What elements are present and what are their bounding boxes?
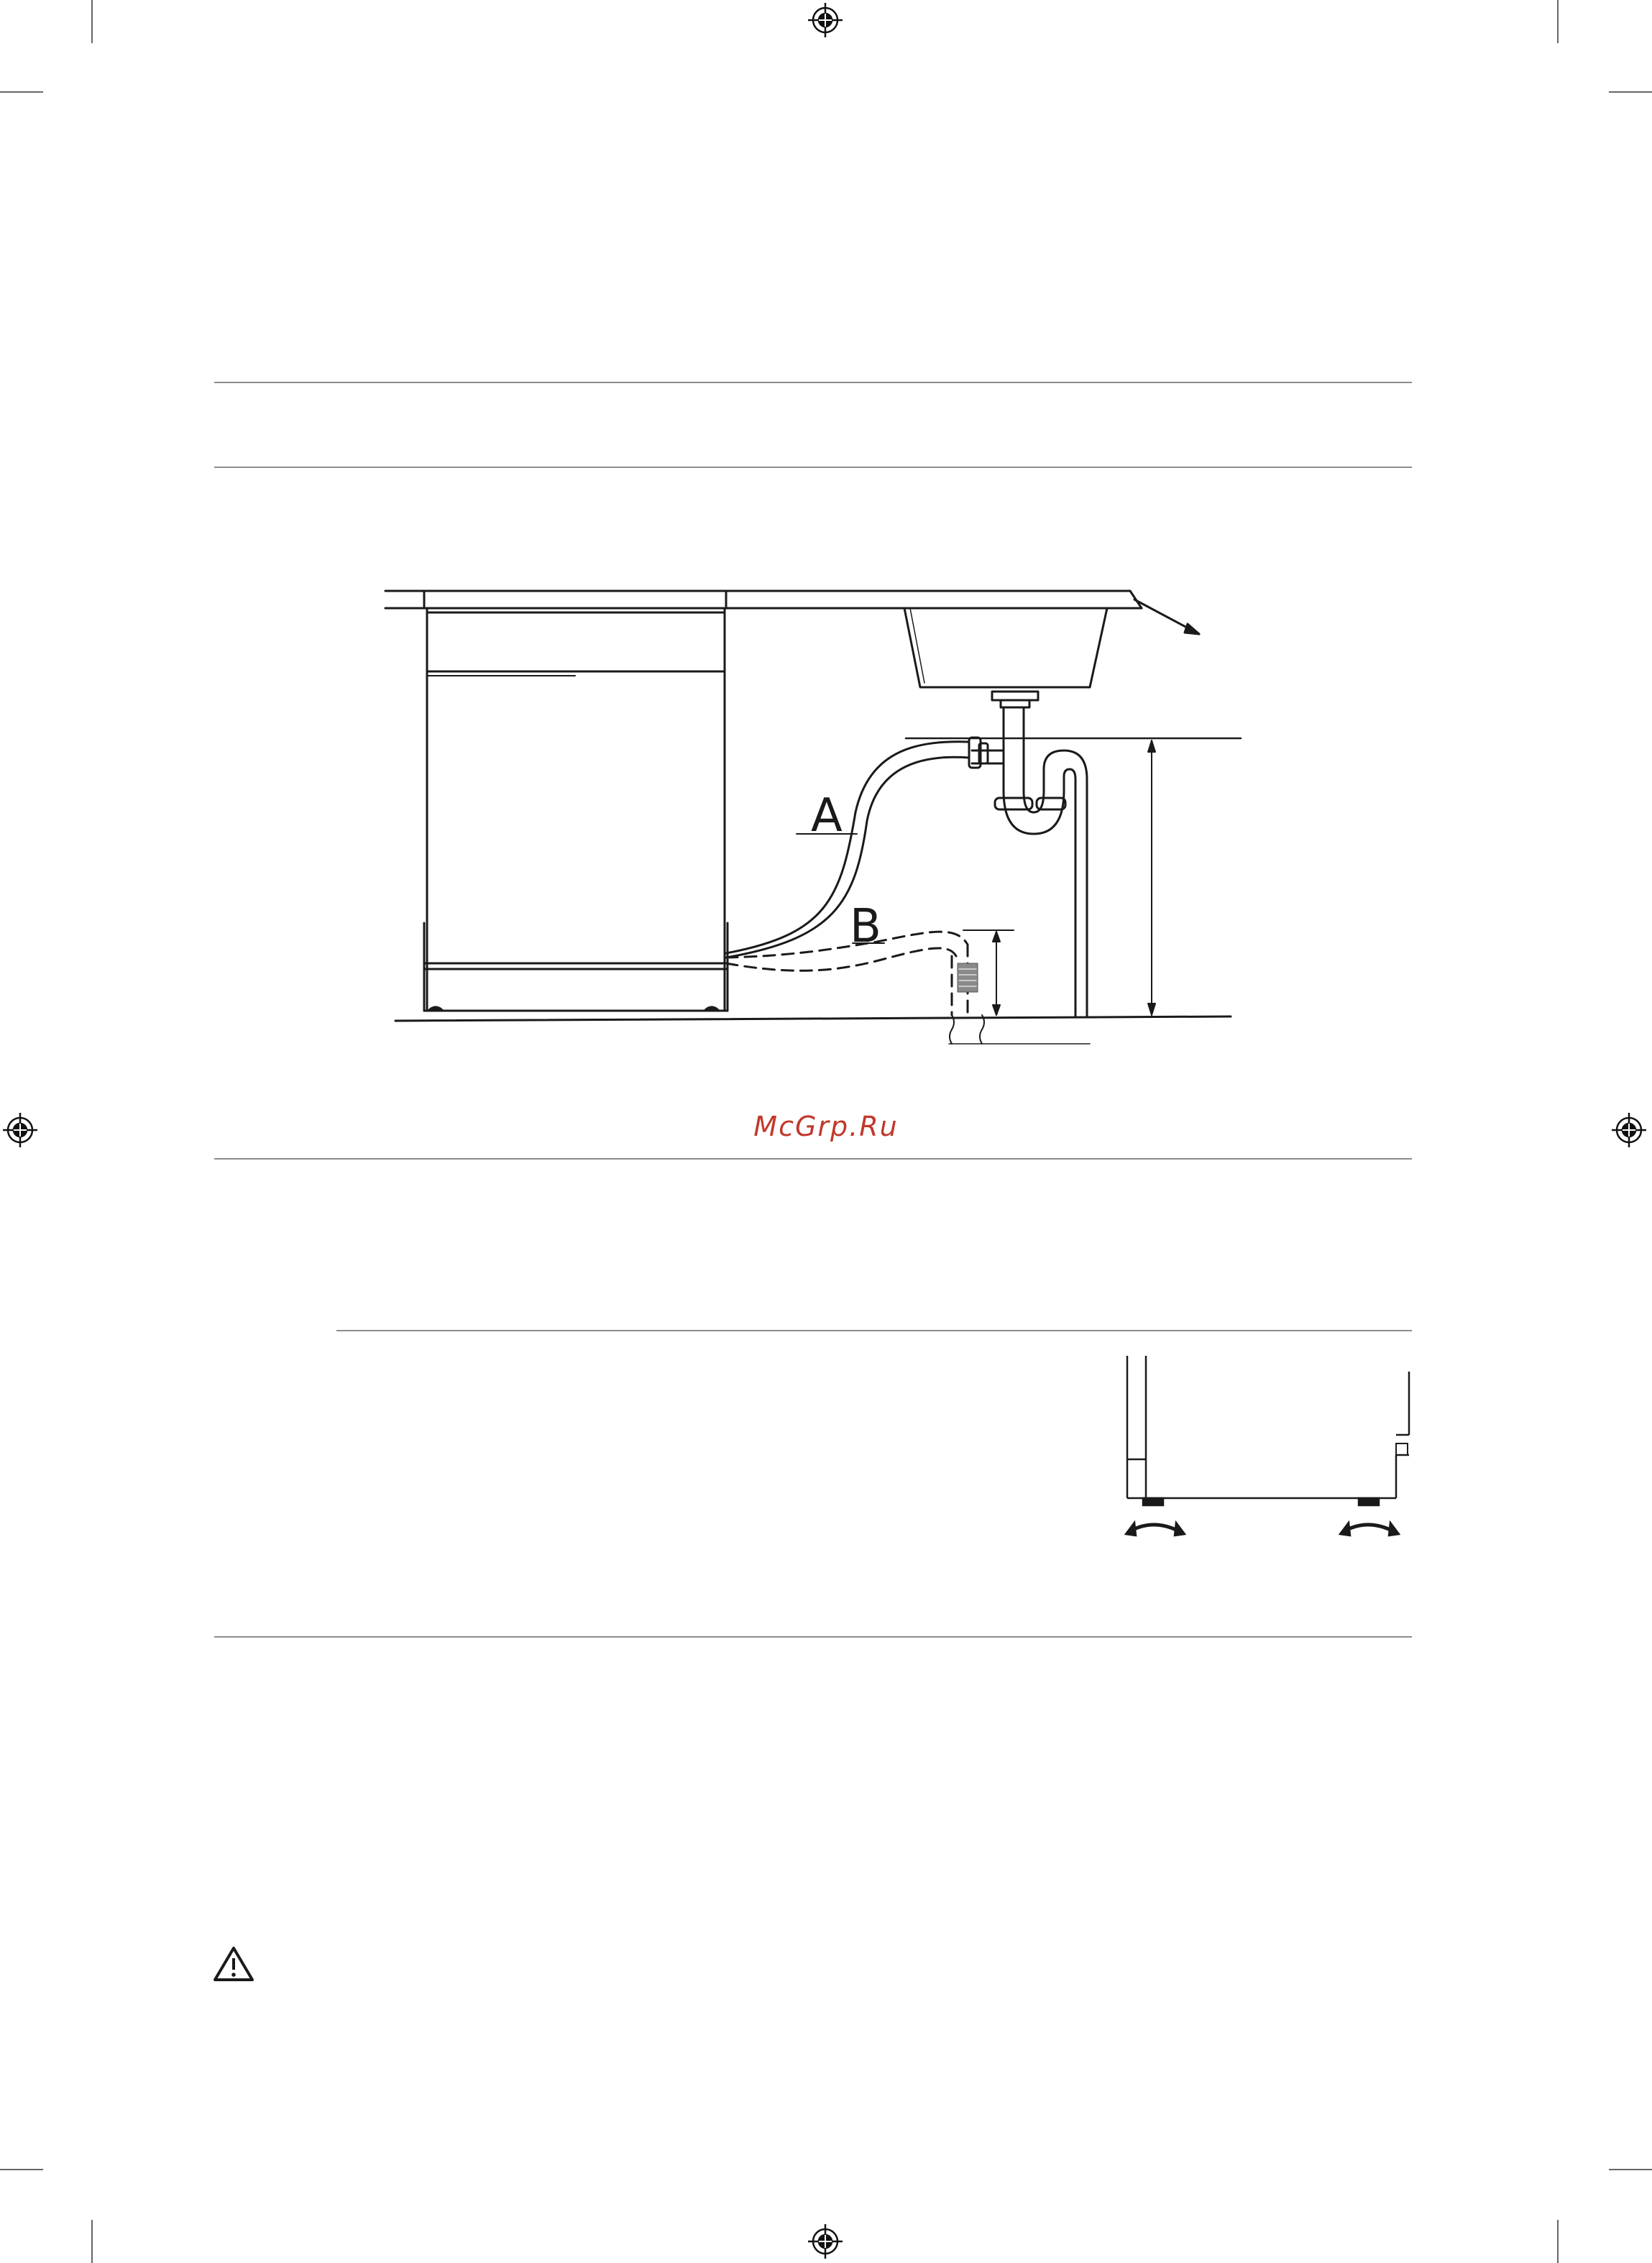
hose-filter	[958, 963, 978, 992]
sink-basin	[904, 608, 1107, 707]
hose-a-label: A	[811, 789, 843, 843]
rotate-arrow-icon	[1126, 1523, 1185, 1536]
height-dimension-large	[1148, 740, 1155, 1015]
watermark: McGrp.Ru	[753, 1111, 899, 1142]
leveling-feet-diagram	[1126, 1356, 1409, 1536]
dishwasher	[424, 608, 728, 1011]
drain-hose-a	[726, 742, 969, 958]
hose-b-label: B	[850, 900, 881, 953]
floor-line	[395, 1016, 1231, 1021]
rotate-arrow-icon	[1340, 1523, 1399, 1536]
countertop	[385, 591, 1142, 608]
pointer-arrow	[1134, 600, 1199, 634]
warning-triangle-icon	[213, 1945, 254, 1983]
siphon-trap	[969, 707, 1087, 1016]
